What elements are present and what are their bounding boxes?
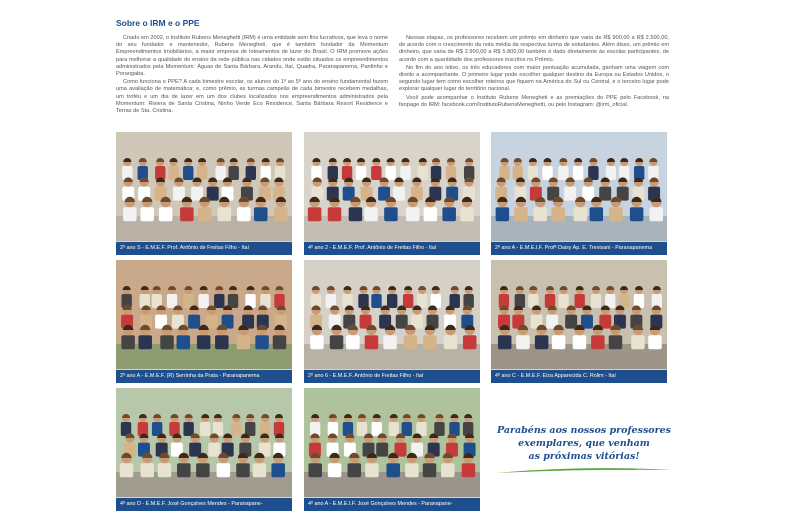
person-body bbox=[424, 207, 438, 221]
person-body bbox=[400, 166, 410, 180]
photo-caption: 2º ano A - E.M.E.F. (R) Serrinha da Prata - Paranapanema bbox=[116, 370, 292, 383]
person-body bbox=[393, 187, 405, 201]
person-body bbox=[308, 463, 322, 477]
person-body bbox=[198, 294, 208, 308]
text-column-left bbox=[116, 35, 388, 116]
person-body bbox=[396, 315, 408, 329]
text-column-right bbox=[399, 35, 669, 110]
person-body bbox=[357, 422, 367, 436]
class-photo bbox=[304, 132, 480, 255]
person-body bbox=[498, 335, 512, 349]
person-body bbox=[348, 463, 362, 477]
person-body bbox=[328, 463, 342, 477]
group-photo-image bbox=[304, 260, 480, 369]
person-body bbox=[183, 422, 193, 436]
person-body bbox=[462, 463, 476, 477]
paragraph: No fim do ano letivo, os três educadores com maior pontuação acumulada, ganham uma viagem com direito a acompanhante. O primeiro lugar pode escolher qualquer destino da Europa ou Estados Unidos, o segundo lugar tem como escolher roteiros que fiquem na América do Sul ou Central, e o terceiro lugar pode explorar qualquer lugar do território nacional. bbox=[399, 64, 669, 93]
paragraph: Nessas etapas, os professores recebem um prêmio em dinheiro que varia de R$ 900,00 a R$ 2.500,00, de acordo com o crescimento da nota média da respectiva turma de estudantes. Além disso, um prêmio em dinheiro, que varia de R$ 2.900,00 a R$ 5.800,00 também é dado diretamente às escolas participantes, de acordo com a quantidade dos professores inscritos no Prêmio. bbox=[399, 35, 669, 63]
person-body bbox=[384, 207, 398, 221]
class-photo bbox=[304, 388, 480, 511]
person-body bbox=[575, 294, 585, 308]
person-body bbox=[349, 207, 363, 221]
person-body bbox=[255, 335, 269, 349]
person-body bbox=[558, 294, 568, 308]
person-body bbox=[383, 335, 397, 349]
person-body bbox=[565, 315, 577, 329]
person-body bbox=[138, 335, 152, 349]
person-body bbox=[630, 207, 644, 221]
person-body bbox=[376, 443, 388, 457]
person-body bbox=[180, 207, 194, 221]
person-body bbox=[188, 315, 200, 329]
photo-caption: 2º ano 6 - E.M.E.F. Antônio de Freitas Filho - Itaí bbox=[304, 370, 480, 383]
person-body bbox=[140, 207, 154, 221]
class-photo bbox=[116, 132, 292, 255]
person-body bbox=[218, 207, 232, 221]
person-body bbox=[573, 166, 583, 180]
person-body bbox=[551, 207, 565, 221]
person-body bbox=[121, 335, 135, 349]
person-body bbox=[253, 463, 267, 477]
person-body bbox=[463, 335, 477, 349]
person-body bbox=[599, 187, 611, 201]
person-body bbox=[404, 335, 418, 349]
person-body bbox=[574, 207, 588, 221]
person-body bbox=[442, 207, 456, 221]
person-body bbox=[197, 335, 211, 349]
person-body bbox=[365, 463, 379, 477]
person-body bbox=[387, 294, 397, 308]
person-body bbox=[590, 207, 604, 221]
person-body bbox=[231, 422, 241, 436]
group-photo-image bbox=[116, 260, 292, 369]
person-body bbox=[308, 207, 322, 221]
group-photo-image bbox=[304, 388, 480, 497]
person-body bbox=[328, 207, 342, 221]
person-body bbox=[441, 463, 455, 477]
person-body bbox=[215, 166, 225, 180]
person-body bbox=[418, 166, 428, 180]
section-heading: Sobre o IRM e o PPE bbox=[116, 18, 200, 28]
person-body bbox=[535, 335, 549, 349]
person-body bbox=[386, 463, 400, 477]
person-body bbox=[310, 335, 324, 349]
group-photo-image bbox=[116, 132, 292, 241]
person-body bbox=[177, 335, 191, 349]
group-photo-image bbox=[491, 132, 667, 241]
person-body bbox=[573, 335, 587, 349]
decorative-swoosh bbox=[496, 466, 672, 476]
person-body bbox=[217, 463, 231, 477]
person-body bbox=[177, 463, 191, 477]
person-body bbox=[271, 463, 285, 477]
person-body bbox=[389, 422, 399, 436]
photo-caption: 4º ano A - E.M.E.I.F. José Gonçalves Mendes - Paranapane- bbox=[304, 498, 480, 511]
person-body bbox=[215, 335, 229, 349]
person-body bbox=[371, 166, 381, 180]
photo-caption: 4º ano C - E.M.E.F. Elza Apparecida C. Rolim - Itaí bbox=[491, 370, 667, 383]
person-body bbox=[385, 166, 395, 180]
group-photo-image bbox=[491, 260, 667, 369]
person-body bbox=[208, 443, 220, 457]
person-body bbox=[200, 422, 210, 436]
person-body bbox=[591, 294, 601, 308]
person-body bbox=[631, 335, 645, 349]
person-body bbox=[274, 207, 288, 221]
photo-caption: 2º ano S - E.M.E.F. Prof. Antônio de Freitas Filho - Itaí bbox=[116, 242, 292, 255]
paragraph: Você pode acompanhar o Instituto Rubens Menegheti e as premiações do PPE pelo Facebook, na fanpage do IRM: facebook.com/InstitutoRubensMeneghetti, ou pelo Instagram: @irm_oficial. bbox=[399, 94, 669, 108]
person-body bbox=[402, 422, 412, 436]
person-body bbox=[183, 166, 193, 180]
person-body bbox=[140, 463, 154, 477]
person-body bbox=[558, 166, 568, 180]
person-body bbox=[552, 335, 566, 349]
person-body bbox=[496, 207, 510, 221]
person-body bbox=[406, 207, 420, 221]
person-body bbox=[254, 207, 268, 221]
person-body bbox=[444, 335, 458, 349]
paragraph: Como funciona o PPE? A cada bimestre escolar, os alunos do 1º ao 5º ano do ensino fundamental fazem uma avaliação de matemática; e, como prêmio, as turmas campeãs de cada bimestre recebem medalhas, um troféu e um dia de lazer em um dos clubes localizados nos empreendimentos administrados pela Momentum: Riviera de Santa Cristina, Ninho Verde Eco Residence, Santa Bárbara Resort Residence e Terras de Sta. Cristina. bbox=[116, 79, 388, 115]
photo-caption: 4º ano 2 - E.M.E.F. Prof. Antônio de Freitas Filho - Itaí bbox=[304, 242, 480, 255]
person-body bbox=[346, 335, 360, 349]
group-photo-image bbox=[116, 388, 292, 497]
person-body bbox=[236, 463, 250, 477]
person-body bbox=[514, 207, 528, 221]
class-photo bbox=[491, 260, 667, 383]
person-body bbox=[371, 294, 381, 308]
person-body bbox=[214, 294, 224, 308]
photo-caption: 4º ano D - E.M.E.F. José Gonçalves Mendes - Paranapane- bbox=[116, 498, 292, 511]
congrats-line: as próximas vitórias! bbox=[528, 451, 640, 462]
person-body bbox=[564, 187, 576, 201]
paragraph: Criado em 2002, o Instituto Rubens Meneghetti (IRM) é uma entidade sem fins lucrativos, que leva o nome do seu fundador e mantenedor, Rubens Menegheti, que é também fundador da Momentum Empreendimentos Imobiliários, a maior empresa de loteamentos de lazer do Brasil. O IRM promove ações para melhorar a qualidade do ensino da rede pública nas cidades onde estão situados os empreendimentos administrados pela Momentum: Águas de Santa Bárbara, Arandu, Itaí, Quadra, Paranapanema, Panfinho e Porangaba. bbox=[116, 35, 388, 78]
group-photo-image bbox=[304, 132, 480, 241]
person-body bbox=[159, 207, 173, 221]
person-body bbox=[196, 463, 210, 477]
person-body bbox=[648, 335, 662, 349]
person-body bbox=[120, 463, 134, 477]
person-body bbox=[167, 294, 177, 308]
person-body bbox=[434, 422, 444, 436]
person-body bbox=[423, 335, 437, 349]
person-body bbox=[198, 207, 212, 221]
person-body bbox=[123, 207, 137, 221]
person-body bbox=[237, 207, 251, 221]
person-body bbox=[609, 207, 623, 221]
person-body bbox=[609, 335, 623, 349]
class-photo bbox=[304, 260, 480, 383]
class-photo bbox=[491, 132, 667, 255]
person-body bbox=[158, 463, 172, 477]
person-body bbox=[423, 463, 437, 477]
congrats-line: Parabéns aos nossos professores bbox=[496, 425, 672, 436]
person-body bbox=[591, 335, 605, 349]
class-photo bbox=[116, 388, 292, 511]
person-body bbox=[273, 335, 287, 349]
person-body bbox=[364, 207, 378, 221]
person-body bbox=[330, 335, 344, 349]
congrats-line: exemplares, que venham bbox=[518, 438, 650, 449]
person-body bbox=[460, 207, 474, 221]
person-body bbox=[228, 166, 238, 180]
person-body bbox=[516, 335, 530, 349]
person-body bbox=[405, 463, 419, 477]
person-body bbox=[160, 335, 174, 349]
person-body bbox=[533, 207, 547, 221]
congratulations-message bbox=[496, 424, 672, 463]
person-body bbox=[650, 207, 664, 221]
class-photo bbox=[116, 260, 292, 383]
person-body bbox=[237, 335, 251, 349]
person-body bbox=[365, 335, 379, 349]
person-body bbox=[207, 187, 219, 201]
person-body bbox=[403, 294, 413, 308]
photo-caption: 2º ano A - E.M.E.I.F. Profª Daisy Ap. E. Trevisani - Paranapanema bbox=[491, 242, 667, 255]
